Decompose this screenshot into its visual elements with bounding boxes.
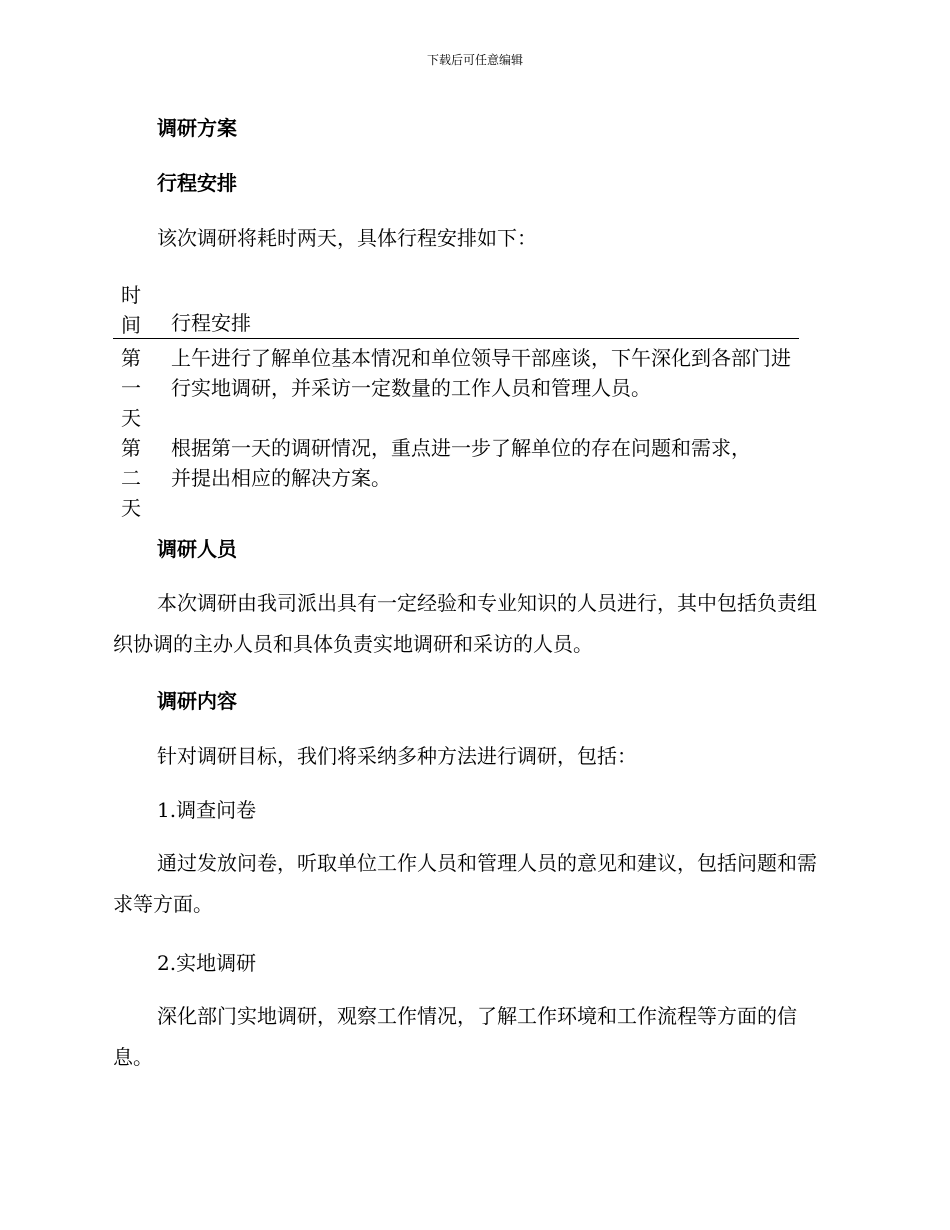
staff-paragraph: 本次调研由我司派出具有一定经验和专业知识的人员进行，其中包括负责组织协调的主办人员和具体负责实地调研和采访的人员。: [113, 591, 817, 656]
staff-heading: 调研人员: [157, 537, 237, 561]
content-heading: 调研内容: [157, 689, 237, 713]
plan-cell: 根据第一天的调研情况，重点进一步了解单位的存在问题和需求，并提出相应的解决方案。: [171, 436, 751, 490]
document-title: 调研方案: [157, 116, 237, 140]
plan-column-header: 行程安排: [171, 311, 251, 335]
method-2-title: 2.实地调研: [157, 951, 257, 975]
day-cell: 第 二 天: [121, 436, 141, 520]
page-header-note: 下载后可任意编辑: [426, 53, 523, 67]
schedule-table: [113, 280, 799, 523]
content-intro: 针对调研目标，我们将采纳多种方法进行调研，包括：: [157, 744, 637, 768]
day-cell: 第 一 天: [121, 346, 141, 430]
plan-cell: 上午进行了解单位基本情况和单位领导干部座谈，下午深化到各部门进行实地调研，并采访一定数量的工作人员和管理人员。: [171, 346, 791, 400]
schedule-intro: 该次调研将耗时两天，具体行程安排如下：: [157, 226, 537, 250]
method-1-title: 1.调查问卷: [157, 798, 257, 822]
time-column-header: 时 间: [121, 283, 141, 337]
schedule-heading: 行程安排: [157, 171, 237, 195]
method-2-paragraph: 深化部门实地调研，观察工作情况，了解工作环境和工作流程等方面的信息。: [113, 1004, 797, 1069]
method-1-paragraph: 通过发放问卷，听取单位工作人员和管理人员的意见和建议，包括问题和需求等方面。: [113, 851, 817, 916]
table-header-row: [113, 280, 799, 339]
table-row: [113, 433, 799, 523]
table-row: [113, 339, 799, 433]
